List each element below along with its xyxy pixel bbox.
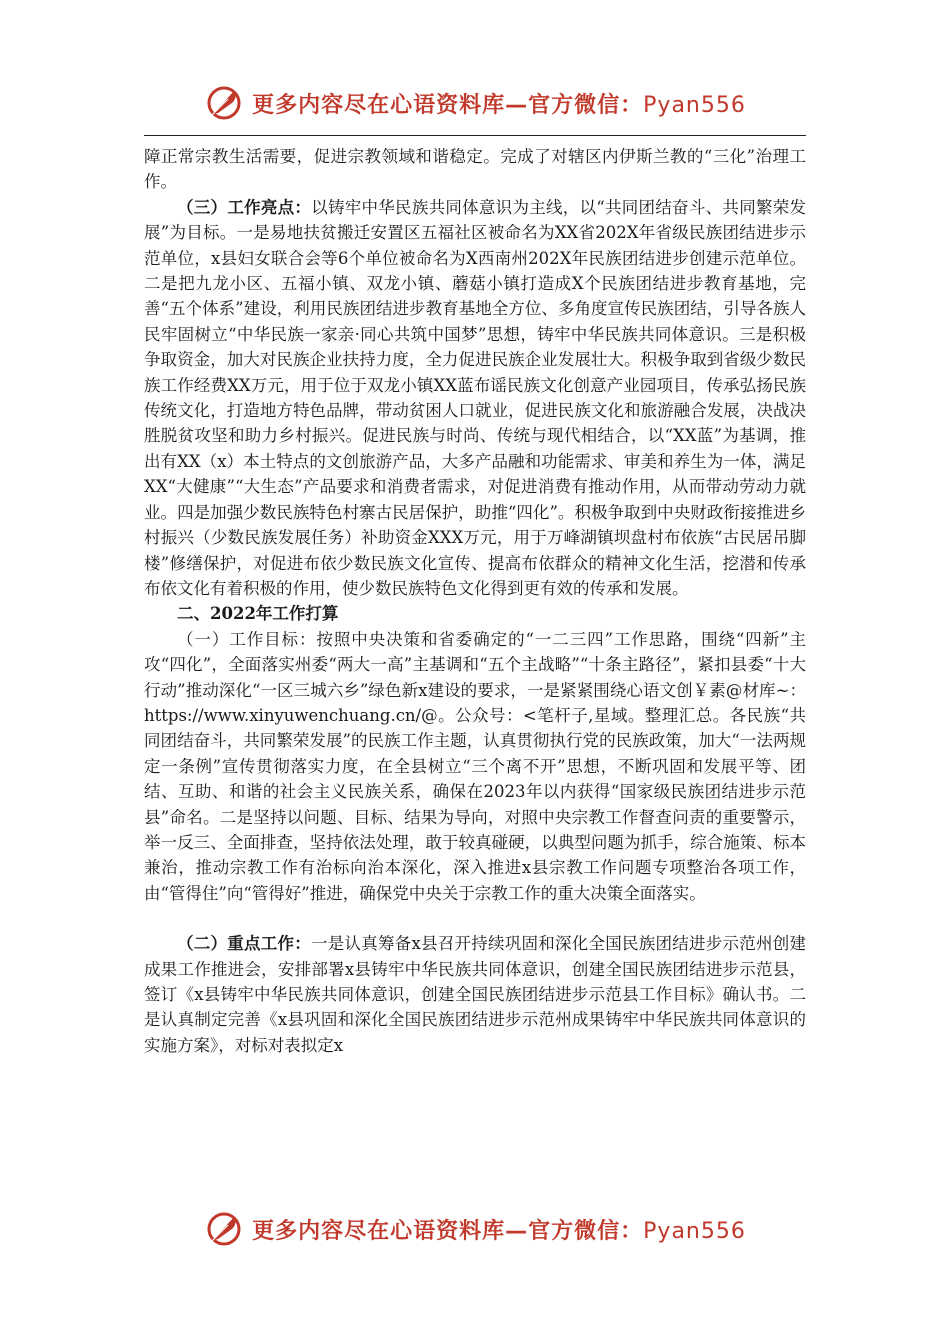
header-rule [144, 135, 806, 136]
paragraph-highlights: （三）工作亮点：以铸牢中华民族共同体意识为主线，以“共同团结奋斗、共同繁荣发展”为目标。一是易地扶贫搬迁安置区五福社区被命名为XX省202X年省级民族团结进步示范单位，x县妇女联合会等6个单位被命名为X西南州202X年民族团结进步创建示范单位。二是把九龙小区、五福小镇、双龙小镇、蘑菇小镇打造成X个民族团结进步教育基地，完善“五个体系”建设，利用民族团结进步教育基地全方位、多角度宣传民族团结，引导各族人民牢固树立“中华民族一家亲·同心共筑中国梦”思想，铸牢中华民族共同体意识。三是积极争取资金，加大对民族企业扶持力度，全力促进民族企业发展壮大。积极争取到省级少数民族工作经费XX万元，用于位于双龙小镇XX蓝布谣民族文化创意产业园项目，传承弘扬民族传统文化，打造地方特色品牌，带动贫困人口就业，促进民族文化和旅游融合发展，决战决胜脱贫攻坚和助力乡村振兴。促进民族与时尚、传统与现代相结合，以“XX蓝”为基调，推出有XX（x）本土特点的文创旅游产品，大多产品融和功能需求、审美和养生为一体，满足XX“大健康”“大生态”产品要求和消费者需求，对促进消费有推动作用，从而带动劳动力就业。四是加强少数民族特色村寨古民居保护，助推“四化”。积极争取到中央财政衔接推进乡村振兴（少数民族发展任务）补助资金XXX万元，用于万峰湖镇坝盘村布依族“古民居吊脚楼”修缮保护，对促进布依少数民族文化宣传、提高布依群众的精神文化生活，挖潜和传承布依文化有着积极的作用，使少数民族特色文化得到更有效的传承和发展。 [144, 197, 807, 598]
paragraph-goals: （一）工作目标：按照中央决策和省委确定的“一二三四”工作思路，围绕“四新”主攻“四化”，全面落实州委“两大一高”主基调和“五个主战略”“十条主路径”，紧扣县委“十大行动”推动深化“一区三城六乡”绿色新x建设的要求，一是紧紧围绕心语文创￥素@材库~：https://www.xinyuwenchuang.cn/@。公众号：<笔杆子,星域。整理汇总。各民族“共同团结奋斗，共同繁荣发展”的民族工作主题，认真贯彻执行党的民族政策，加大“一法两规定一条例”宣传贯彻落实力度，在全县树立“三个离不开”思想，不断巩固和发展平等、团结、互助、和谐的社会主义民族关系，确保在2023年以内获得“国家级民族团结进步示范县”命名。二是坚持以问题、目标、结果为导向，对照中央宗教工作督查问责的重要警示，举一反三、全面排查，坚持依法处理，敢于较真碰硬，以典型问题为抓手，综合施策、标本兼治，推动宗教工作有治标向治本深化，深入推进x县宗教工作问题专项整治各项工作，由“管得住”向“管得好”推进，确保党中央关于宗教工作的重大决策全面落实。 [144, 629, 806, 903]
footer-banner [0, 1204, 950, 1254]
feather-pen-logo-icon [204, 83, 244, 123]
paragraph-key-work: （二）重点工作：一是认真筹备x县召开持续巩固和深化全国民族团结进步示范州创建成果工作推进会，安排部署x县铸牢中华民族共同体意识，创建全国民族团结进步示范县，签订《x县铸牢中华民族共同体意识，创建全国民族团结进步示范县工作目标》确认书。二是认真制定完善《x县巩固和深化全国民族团结进步示范州成果铸牢中华民族共同体意识的实施方案》，对标对表拟定x [144, 934, 807, 1055]
section-heading-2022-plan: 二、2022年工作打算 [177, 604, 339, 624]
banner-text: 更多内容尽在心语资料库—官方微信：Pyan556 [252, 92, 746, 118]
header-banner [0, 78, 950, 128]
document-body [144, 144, 806, 1058]
paragraph-continuation: 障正常宗教生活需要，促进宗教领域和谐稳定。完成了对辖区内伊斯兰教的“三化”治理工作。 [144, 147, 806, 192]
banner-text: 更多内容尽在心语资料库—官方微信：Pyan556 [252, 1218, 746, 1244]
feather-pen-logo-icon [204, 1209, 244, 1249]
